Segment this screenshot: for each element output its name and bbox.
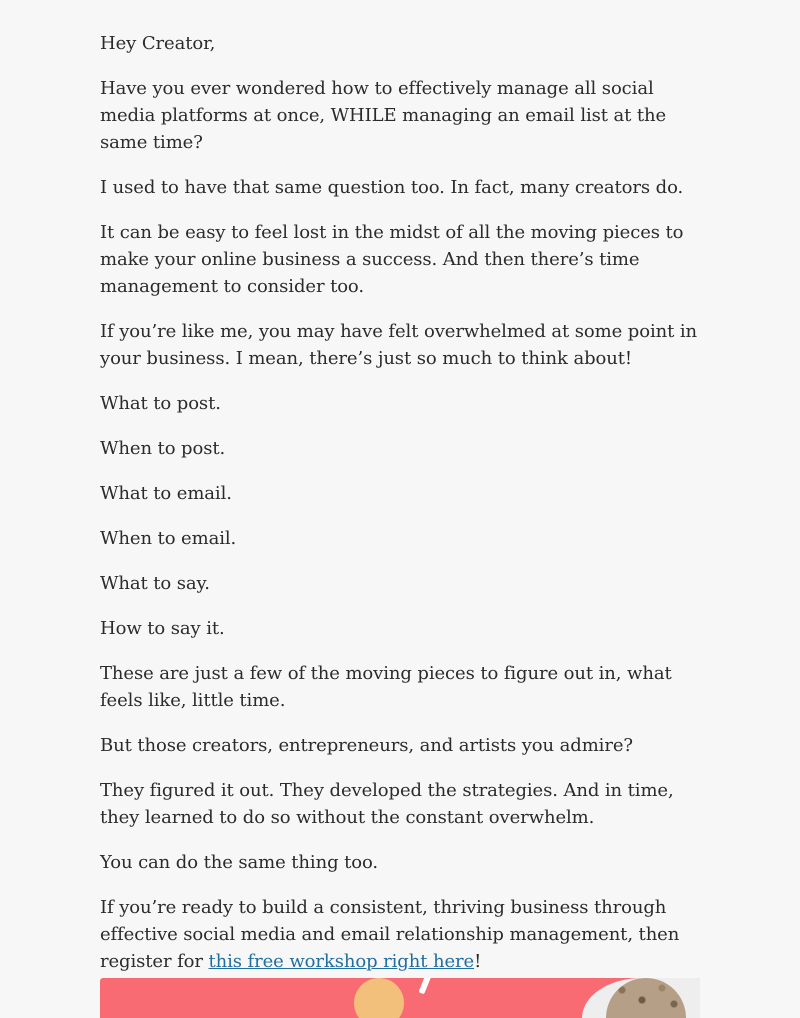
avatar [606,978,686,1018]
paragraph: When to email. [100,528,237,549]
workshop-link[interactable]: this free workshop right here [208,951,475,972]
sun-shape [354,978,404,1018]
paragraph: If you’re like me, you may have felt overwhelmed at some point in your business. I mean, there’s just so much to think about! [100,321,698,369]
paragraph: They figured it out. They developed the strategies. And in time, they learned to do so without the constant overwhelm. [100,780,674,828]
cta-text: If you’re ready to build a consistent, thriving business through effective social media and email relationship management, then register for [100,897,680,972]
paragraph: What to post. [100,393,221,414]
paragraph: I used to have that same question too. In fact, many creators do. [100,177,684,198]
paragraph: When to post. [100,438,226,459]
host-photo [582,978,700,1018]
paragraph: What to say. [100,573,210,594]
paragraph: It can be easy to feel lost in the midst of all the moving pieces to make your online business a success. And then there’s time management to consider too. [100,222,684,297]
paragraph: You can do the same thing too. [100,852,379,873]
greeting: Hey Creator, [100,33,216,54]
cta-punctuation: ! [474,951,482,972]
workshop-banner-image[interactable] [100,978,700,1018]
cta-paragraph [100,894,700,975]
paragraph: What to email. [100,483,232,504]
email-body [100,30,700,993]
paragraph: Have you ever wondered how to effectively manage all social media platforms at once, WHILE managing an email list at the same time? [100,78,667,153]
decorative-stroke [418,978,431,994]
paragraph: These are just a few of the moving pieces to figure out in, what feels like, little time. [100,663,672,711]
paragraph: How to say it. [100,618,225,639]
paragraph: But those creators, entrepreneurs, and artists you admire? [100,735,633,756]
